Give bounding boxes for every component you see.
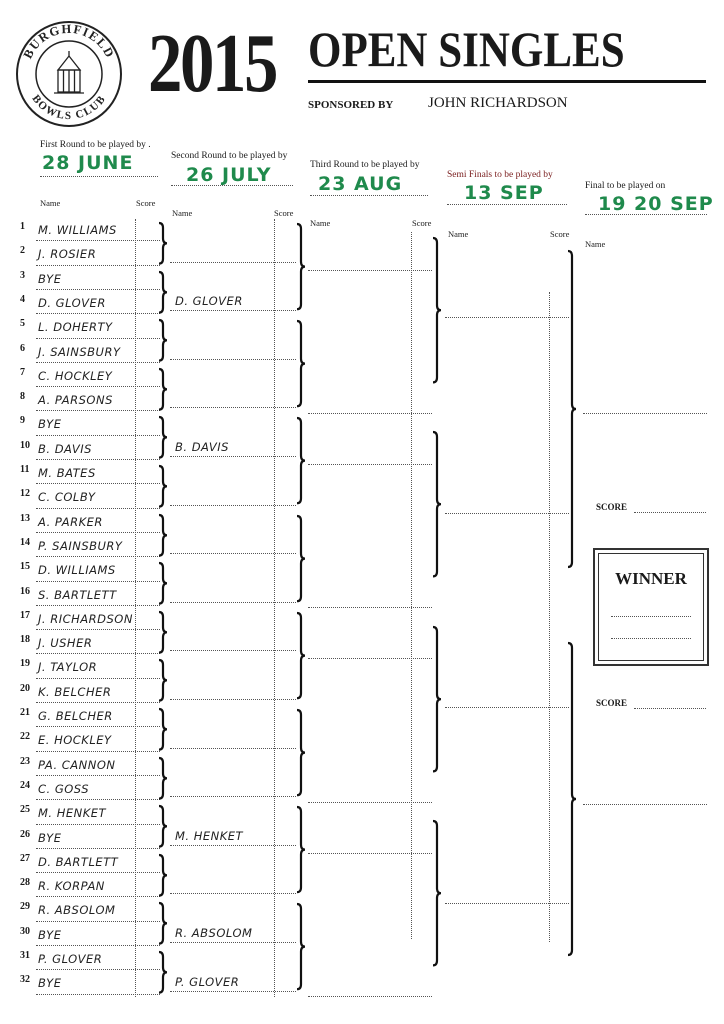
final-date-line	[585, 214, 707, 215]
draw-number: 19	[20, 658, 30, 670]
player-line	[36, 848, 160, 849]
round1-match-brace	[158, 562, 169, 605]
player-name: PA. CANNON	[38, 757, 116, 772]
player-name: BYE	[38, 976, 62, 991]
round2-line	[170, 262, 296, 263]
draw-number: 27	[20, 852, 30, 864]
player-name: P. SAINSBURY	[38, 538, 123, 553]
player-name: J. TAYLOR	[38, 660, 98, 675]
semifinal-score-header: Score	[550, 229, 570, 239]
draw-number: 21	[20, 707, 30, 718]
round1-date-line	[40, 176, 158, 177]
round2-line	[170, 505, 296, 506]
final-date: 19 20 SEP	[598, 193, 714, 215]
round2-line	[170, 699, 296, 700]
round2-match-brace	[296, 417, 307, 504]
draw-number: 20	[20, 682, 30, 694]
round2-line	[170, 650, 296, 651]
round2-line	[170, 456, 296, 457]
player-name: J. RICHARDSON	[38, 611, 133, 626]
player-line	[36, 799, 160, 800]
round2-player-name: R. ABSOLOM	[175, 926, 253, 940]
round3-label: Third Round to be played by	[310, 160, 420, 170]
round2-date-line	[171, 185, 293, 186]
player-line	[36, 629, 160, 630]
round2-match-brace	[296, 320, 307, 407]
round2-score-header: Score	[274, 208, 294, 218]
round3-match-brace	[432, 820, 443, 966]
round2-line	[170, 359, 296, 360]
player-name: BYE	[38, 830, 62, 845]
player-name: J. USHER	[38, 636, 93, 651]
player-line	[36, 459, 160, 460]
player-line	[36, 945, 160, 946]
round3-line	[308, 607, 432, 608]
round2-line	[170, 942, 296, 943]
player-name: BYE	[38, 417, 62, 432]
player-name: M. HENKET	[38, 806, 107, 821]
draw-number: 25	[20, 804, 30, 816]
player-line	[36, 265, 160, 266]
round1-match-brace	[158, 902, 169, 945]
final-name-header: Name	[585, 239, 606, 249]
final-score-label-2: SCORE	[596, 698, 628, 708]
finalist-1-line	[583, 413, 707, 414]
semifinal-date-line	[447, 204, 567, 205]
draw-number: 32	[20, 974, 30, 986]
draw-number: 15	[20, 561, 30, 573]
round3-score-header: Score	[412, 218, 432, 228]
semifinal-label: Semi Finals to be played by	[447, 170, 553, 180]
round3-line	[308, 996, 432, 997]
sponsored-by-label: SPONSORED BY	[308, 99, 394, 111]
round3-line	[308, 658, 432, 659]
round3-date-line	[310, 195, 428, 196]
draw-number: 14	[20, 536, 30, 548]
player-line	[36, 653, 160, 654]
player-line	[36, 751, 160, 752]
draw-number: 9	[20, 415, 25, 427]
player-line	[36, 410, 160, 411]
semifinal-date: 13 SEP	[464, 182, 544, 204]
player-name: M. BATES	[38, 466, 96, 480]
semifinal-name-header: Name	[448, 229, 469, 239]
draw-number: 3	[20, 269, 25, 281]
player-name: BYE	[38, 927, 62, 942]
round1-score-divider	[135, 219, 136, 997]
round2-line	[170, 407, 296, 408]
player-name: M. WILLIAMS	[38, 223, 117, 237]
draw-number: 1	[20, 221, 25, 232]
player-name: A. PARKER	[38, 514, 103, 529]
player-name: R. KORPAN	[38, 879, 105, 894]
player-line	[36, 435, 160, 436]
winner-box	[593, 548, 709, 666]
player-line	[36, 678, 160, 679]
player-line	[36, 483, 160, 484]
round2-match-brace	[296, 903, 307, 990]
player-line	[36, 532, 160, 533]
round3-line	[308, 270, 432, 271]
round3-match-brace	[432, 237, 443, 383]
draw-number: 31	[20, 950, 30, 961]
round2-line	[170, 991, 296, 992]
player-line	[36, 313, 160, 314]
round2-line	[170, 796, 296, 797]
round1-match-brace	[158, 805, 169, 848]
round2-line	[170, 310, 296, 311]
round1-match-brace	[158, 319, 169, 362]
round3-line	[308, 413, 432, 414]
round1-match-brace	[158, 951, 169, 994]
draw-number: 5	[20, 318, 25, 330]
round1-match-brace	[158, 854, 169, 897]
player-line	[36, 896, 160, 897]
player-line	[36, 775, 160, 776]
round2-line	[170, 845, 296, 846]
player-line	[36, 994, 160, 995]
player-line	[36, 969, 160, 970]
round2-label: Second Round to be played by	[171, 151, 288, 161]
player-line	[36, 362, 160, 363]
round1-score-header: Score	[136, 198, 156, 208]
draw-number: 11	[20, 464, 30, 475]
player-name: B. DAVIS	[38, 441, 92, 456]
draw-number: 23	[20, 755, 30, 767]
club-logo	[14, 18, 124, 128]
round3-line	[308, 853, 432, 854]
semifinal-score-divider	[549, 292, 550, 942]
final-score-label-1: SCORE	[596, 502, 628, 512]
round1-label: First Round to be played by .	[40, 140, 151, 150]
semifinal-line	[445, 903, 569, 904]
pavilion-icon	[54, 51, 84, 93]
draw-number: 10	[20, 439, 30, 451]
draw-number: 13	[20, 512, 30, 524]
page-title: OPEN SINGLES	[308, 21, 625, 77]
round1-match-brace	[158, 465, 169, 508]
semifinal-line	[445, 707, 569, 708]
round3-match-brace	[432, 626, 443, 772]
draw-number: 30	[20, 925, 30, 937]
player-name: L. DOHERTY	[38, 320, 113, 335]
round2-match-brace	[296, 515, 307, 602]
round1-match-brace	[158, 222, 169, 265]
player-line	[36, 508, 160, 509]
round1-name-header: Name	[40, 198, 61, 208]
player-name: D. WILLIAMS	[38, 563, 116, 578]
title-underline	[308, 80, 706, 83]
player-name: E. HOCKLEY	[38, 733, 112, 748]
semifinal-line	[445, 317, 569, 318]
round2-player-name: B. DAVIS	[175, 440, 229, 454]
player-name: G. BELCHER	[38, 709, 113, 723]
round2-match-brace	[296, 709, 307, 796]
player-line	[36, 872, 160, 873]
round2-line	[170, 602, 296, 603]
year: 2015	[148, 17, 276, 110]
player-name: C. GOSS	[38, 781, 89, 796]
player-line	[36, 289, 160, 290]
player-line	[36, 581, 160, 582]
draw-number: 18	[20, 634, 30, 646]
winner-line-1	[611, 616, 691, 617]
semifinal-match-brace	[567, 250, 578, 568]
player-line	[36, 605, 160, 606]
logo-bottom-text: BOWLS CLUB	[29, 92, 109, 123]
player-name: C. HOCKLEY	[38, 368, 113, 383]
winner-line-2	[611, 638, 691, 639]
player-line	[36, 824, 160, 825]
draw-number: 17	[20, 609, 30, 621]
semifinal-line	[445, 513, 569, 514]
player-line	[36, 556, 160, 557]
round3-match-brace	[432, 431, 443, 577]
draw-number: 4	[20, 293, 25, 305]
draw-number: 2	[20, 245, 25, 257]
player-name: A. PARSONS	[38, 393, 113, 408]
round2-score-divider	[274, 219, 275, 997]
draw-number: 8	[20, 391, 25, 403]
round2-name-header: Name	[172, 208, 193, 218]
player-name: BYE	[38, 271, 62, 286]
round1-match-brace	[158, 368, 169, 411]
player-line	[36, 386, 160, 387]
logo-top-text: BURGHFIELD	[20, 21, 118, 61]
player-name: D. GLOVER	[38, 295, 106, 310]
round2-player-name: M. HENKET	[175, 828, 244, 843]
draw-number: 7	[20, 366, 25, 378]
draw-number: 16	[20, 585, 30, 597]
draw-number: 6	[20, 342, 25, 354]
round3-score-divider	[411, 232, 412, 939]
player-name: R. ABSOLOM	[38, 903, 116, 918]
winner-label: WINNER	[615, 569, 687, 588]
draw-number: 26	[20, 828, 30, 840]
final-score-line-2	[634, 708, 706, 709]
player-name: C. COLBY	[38, 490, 96, 505]
round2-line	[170, 893, 296, 894]
player-name: K. BELCHER	[38, 684, 112, 699]
round1-match-brace	[158, 659, 169, 702]
round1-match-brace	[158, 416, 169, 459]
round3-name-header: Name	[310, 218, 331, 228]
round2-match-brace	[296, 612, 307, 699]
round3-date: 23 AUG	[318, 173, 403, 195]
player-line	[36, 726, 160, 727]
draw-number: 24	[20, 779, 30, 791]
player-name: S. BARTLETT	[38, 587, 117, 602]
round2-player-name: P. GLOVER	[175, 974, 240, 989]
player-name: P. GLOVER	[38, 952, 103, 966]
round2-date: 26 JULY	[186, 164, 272, 186]
player-name: D. BARTLETT	[38, 854, 119, 869]
finalist-2-line	[583, 804, 707, 805]
player-line	[36, 240, 160, 241]
round3-line	[308, 802, 432, 803]
player-line	[36, 921, 160, 922]
draw-number: 29	[20, 901, 30, 913]
round3-line	[308, 464, 432, 465]
final-score-line-1	[634, 512, 706, 513]
round2-line	[170, 748, 296, 749]
round1-match-brace	[158, 708, 169, 751]
round1-match-brace	[158, 611, 169, 654]
draw-number: 28	[20, 877, 30, 889]
sponsor-name: JOHN RICHARDSON	[428, 95, 568, 111]
round1-date: 28 JUNE	[42, 152, 134, 174]
round2-player-name: D. GLOVER	[175, 294, 243, 309]
round2-match-brace	[296, 806, 307, 893]
draw-number: 12	[20, 488, 30, 500]
player-name: J. SAINSBURY	[38, 344, 121, 359]
round1-match-brace	[158, 514, 169, 557]
semifinal-match-brace	[567, 642, 578, 956]
player-line	[36, 702, 160, 703]
round1-match-brace	[158, 271, 169, 314]
player-name: J. ROSIER	[38, 247, 97, 262]
round2-line	[170, 553, 296, 554]
round1-match-brace	[158, 757, 169, 800]
round2-match-brace	[296, 223, 307, 310]
draw-number: 22	[20, 731, 30, 743]
final-label: Final to be played on	[585, 181, 666, 191]
player-line	[36, 338, 160, 339]
